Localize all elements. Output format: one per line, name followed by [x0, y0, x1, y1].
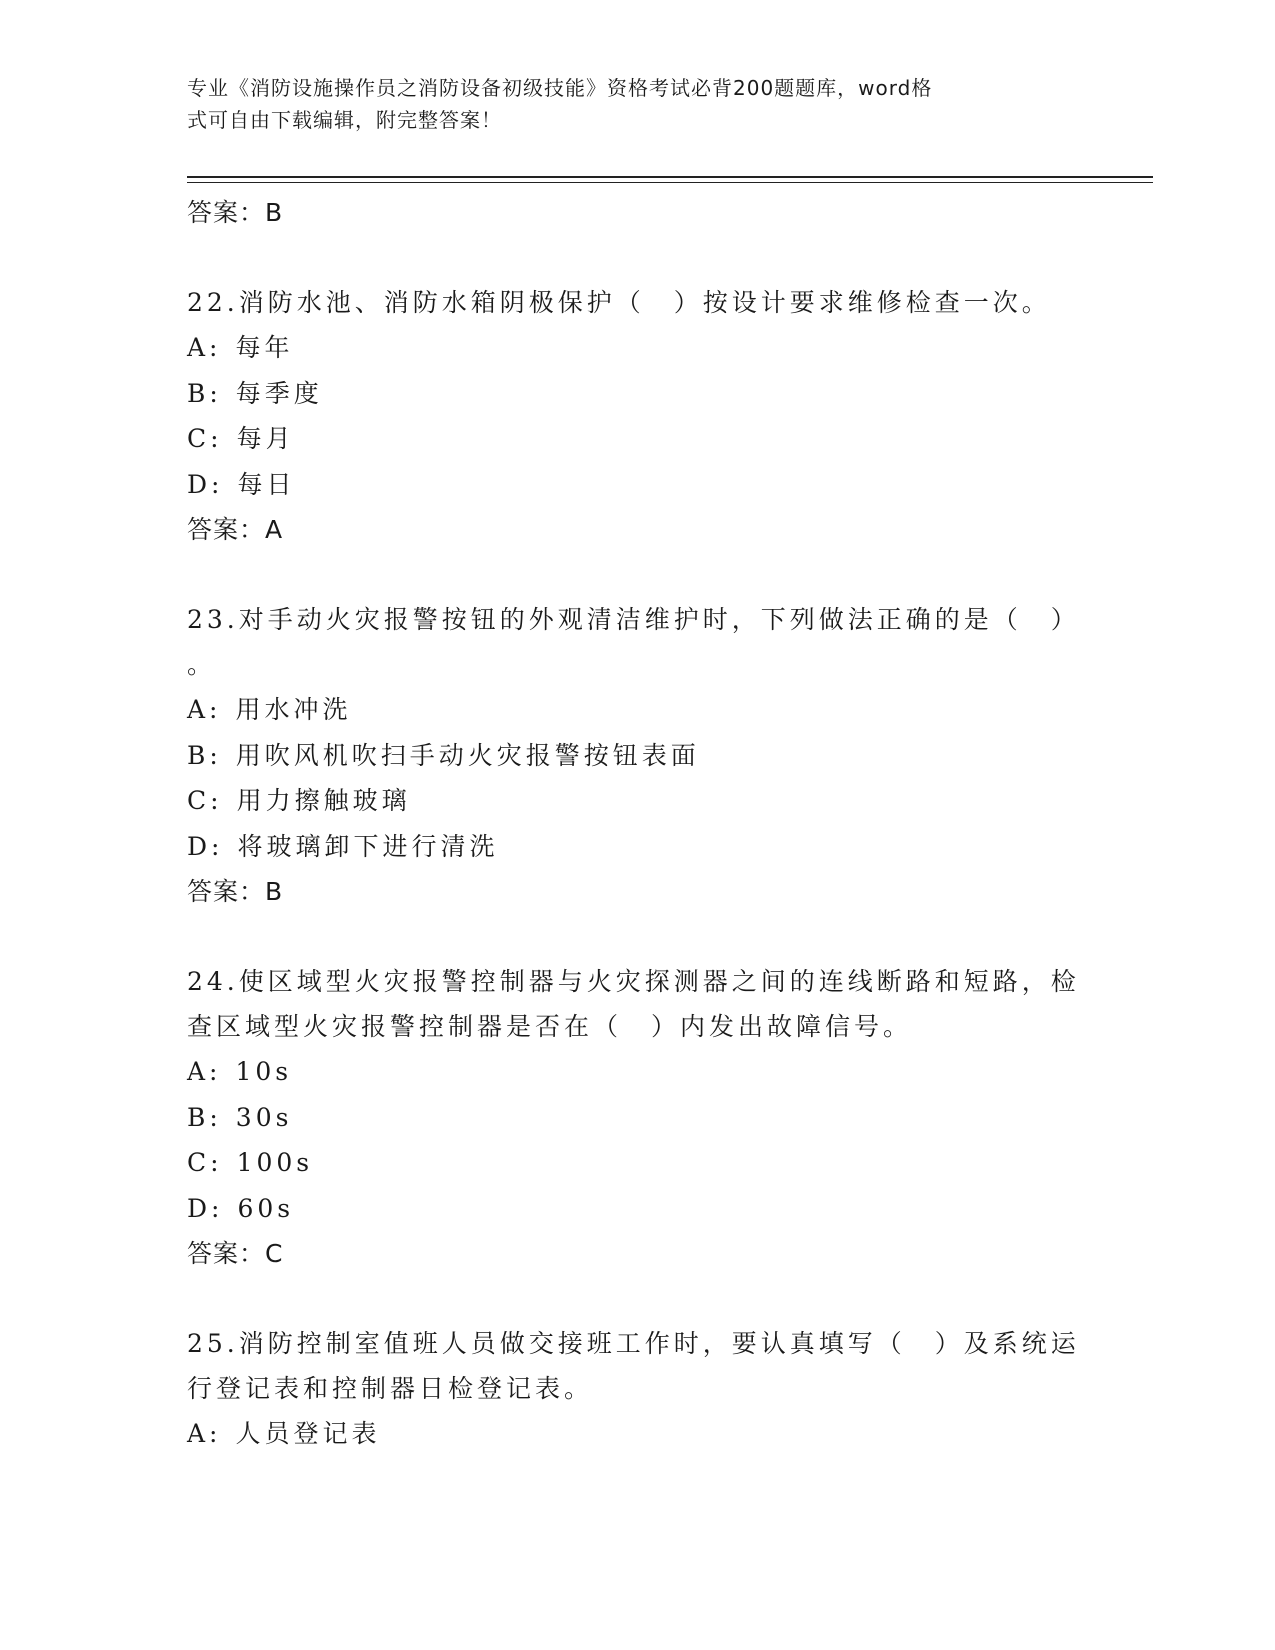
question-text: 25.消防控制室值班人员做交接班工作时，要认真填写（ ）及系统运: [187, 1329, 1080, 1358]
question-23: [187, 597, 1087, 915]
question-25: [187, 1321, 1087, 1457]
answer-line: 答案：B: [187, 198, 284, 227]
question-24: [187, 959, 1087, 1277]
option-label: D:: [187, 831, 224, 861]
option-label: A:: [187, 333, 222, 362]
option-c: [187, 1140, 1087, 1186]
option-text: 用力擦触玻璃: [236, 786, 411, 815]
option-label: A:: [187, 1419, 222, 1448]
option-d: [187, 824, 1087, 870]
option-a: [187, 1411, 1087, 1457]
option-label: D:: [187, 1193, 224, 1223]
option-label: C:: [187, 1148, 223, 1177]
question-text-continued: 行登记表和控制器日检登记表。: [187, 1374, 594, 1403]
option-d: [187, 1186, 1087, 1232]
option-text: 每月: [236, 424, 295, 453]
option-a: [187, 1049, 1087, 1095]
question-text: 24.使区域型火灾报警控制器与火灾探测器之间的连线断路和短路，检: [187, 967, 1080, 996]
question-text: 22.消防水池、消防水箱阴极保护（ ）按设计要求维修检查一次。: [187, 288, 1051, 317]
answer-line: 答案：B: [187, 877, 284, 906]
header-line-2: 式可自由下载编辑，附完整答案！: [187, 108, 502, 132]
question-22: [187, 280, 1087, 553]
option-label: D:: [187, 469, 224, 499]
option-text: 60s: [237, 1193, 295, 1223]
option-text: 用水冲洗: [235, 695, 352, 724]
option-d: [187, 462, 1087, 508]
question-text-continued: 查区域型火灾报警控制器是否在（ ）内发出故障信号。: [187, 1012, 913, 1041]
option-text: 用吹风机吹扫手动火灾报警按钮表面: [235, 740, 700, 770]
option-label: B:: [187, 1102, 222, 1132]
question-text-continued: 。: [187, 650, 217, 679]
option-text: 30s: [235, 1102, 293, 1132]
option-text: 将玻璃卸下进行清洗: [237, 831, 499, 861]
question-text: 23.对手动火灾报警按钮的外观清洁维护时，下列做法正确的是（ ）: [187, 605, 1080, 634]
option-a: [187, 325, 1087, 371]
header-line-1: 专业《消防设施操作员之消防设备初级技能》资格考试必背200题题库，word格: [187, 76, 933, 100]
option-b: [187, 371, 1087, 417]
option-c: [187, 416, 1087, 462]
header-divider-thick: [187, 176, 1153, 178]
option-b: [187, 1095, 1087, 1141]
option-text: 每季度: [235, 378, 323, 408]
option-b: [187, 733, 1087, 779]
document-body: [187, 190, 1087, 1457]
option-label: C:: [187, 424, 223, 453]
option-label: B:: [187, 378, 222, 408]
option-label: C:: [187, 786, 223, 815]
option-label: B:: [187, 740, 222, 770]
option-text: 每年: [235, 333, 294, 362]
answer-line: 答案：C: [187, 1239, 284, 1268]
option-label: A:: [187, 1057, 222, 1086]
option-c: [187, 778, 1087, 824]
document-header: [187, 72, 1087, 136]
option-text: 10s: [235, 1057, 293, 1086]
option-text: 人员登记表: [235, 1419, 381, 1448]
header-divider-thin: [187, 182, 1153, 183]
option-a: [187, 687, 1087, 733]
option-label: A:: [187, 695, 222, 724]
option-text: 每日: [237, 469, 296, 499]
option-text: 100s: [236, 1148, 314, 1177]
answer-line: 答案：A: [187, 515, 284, 544]
